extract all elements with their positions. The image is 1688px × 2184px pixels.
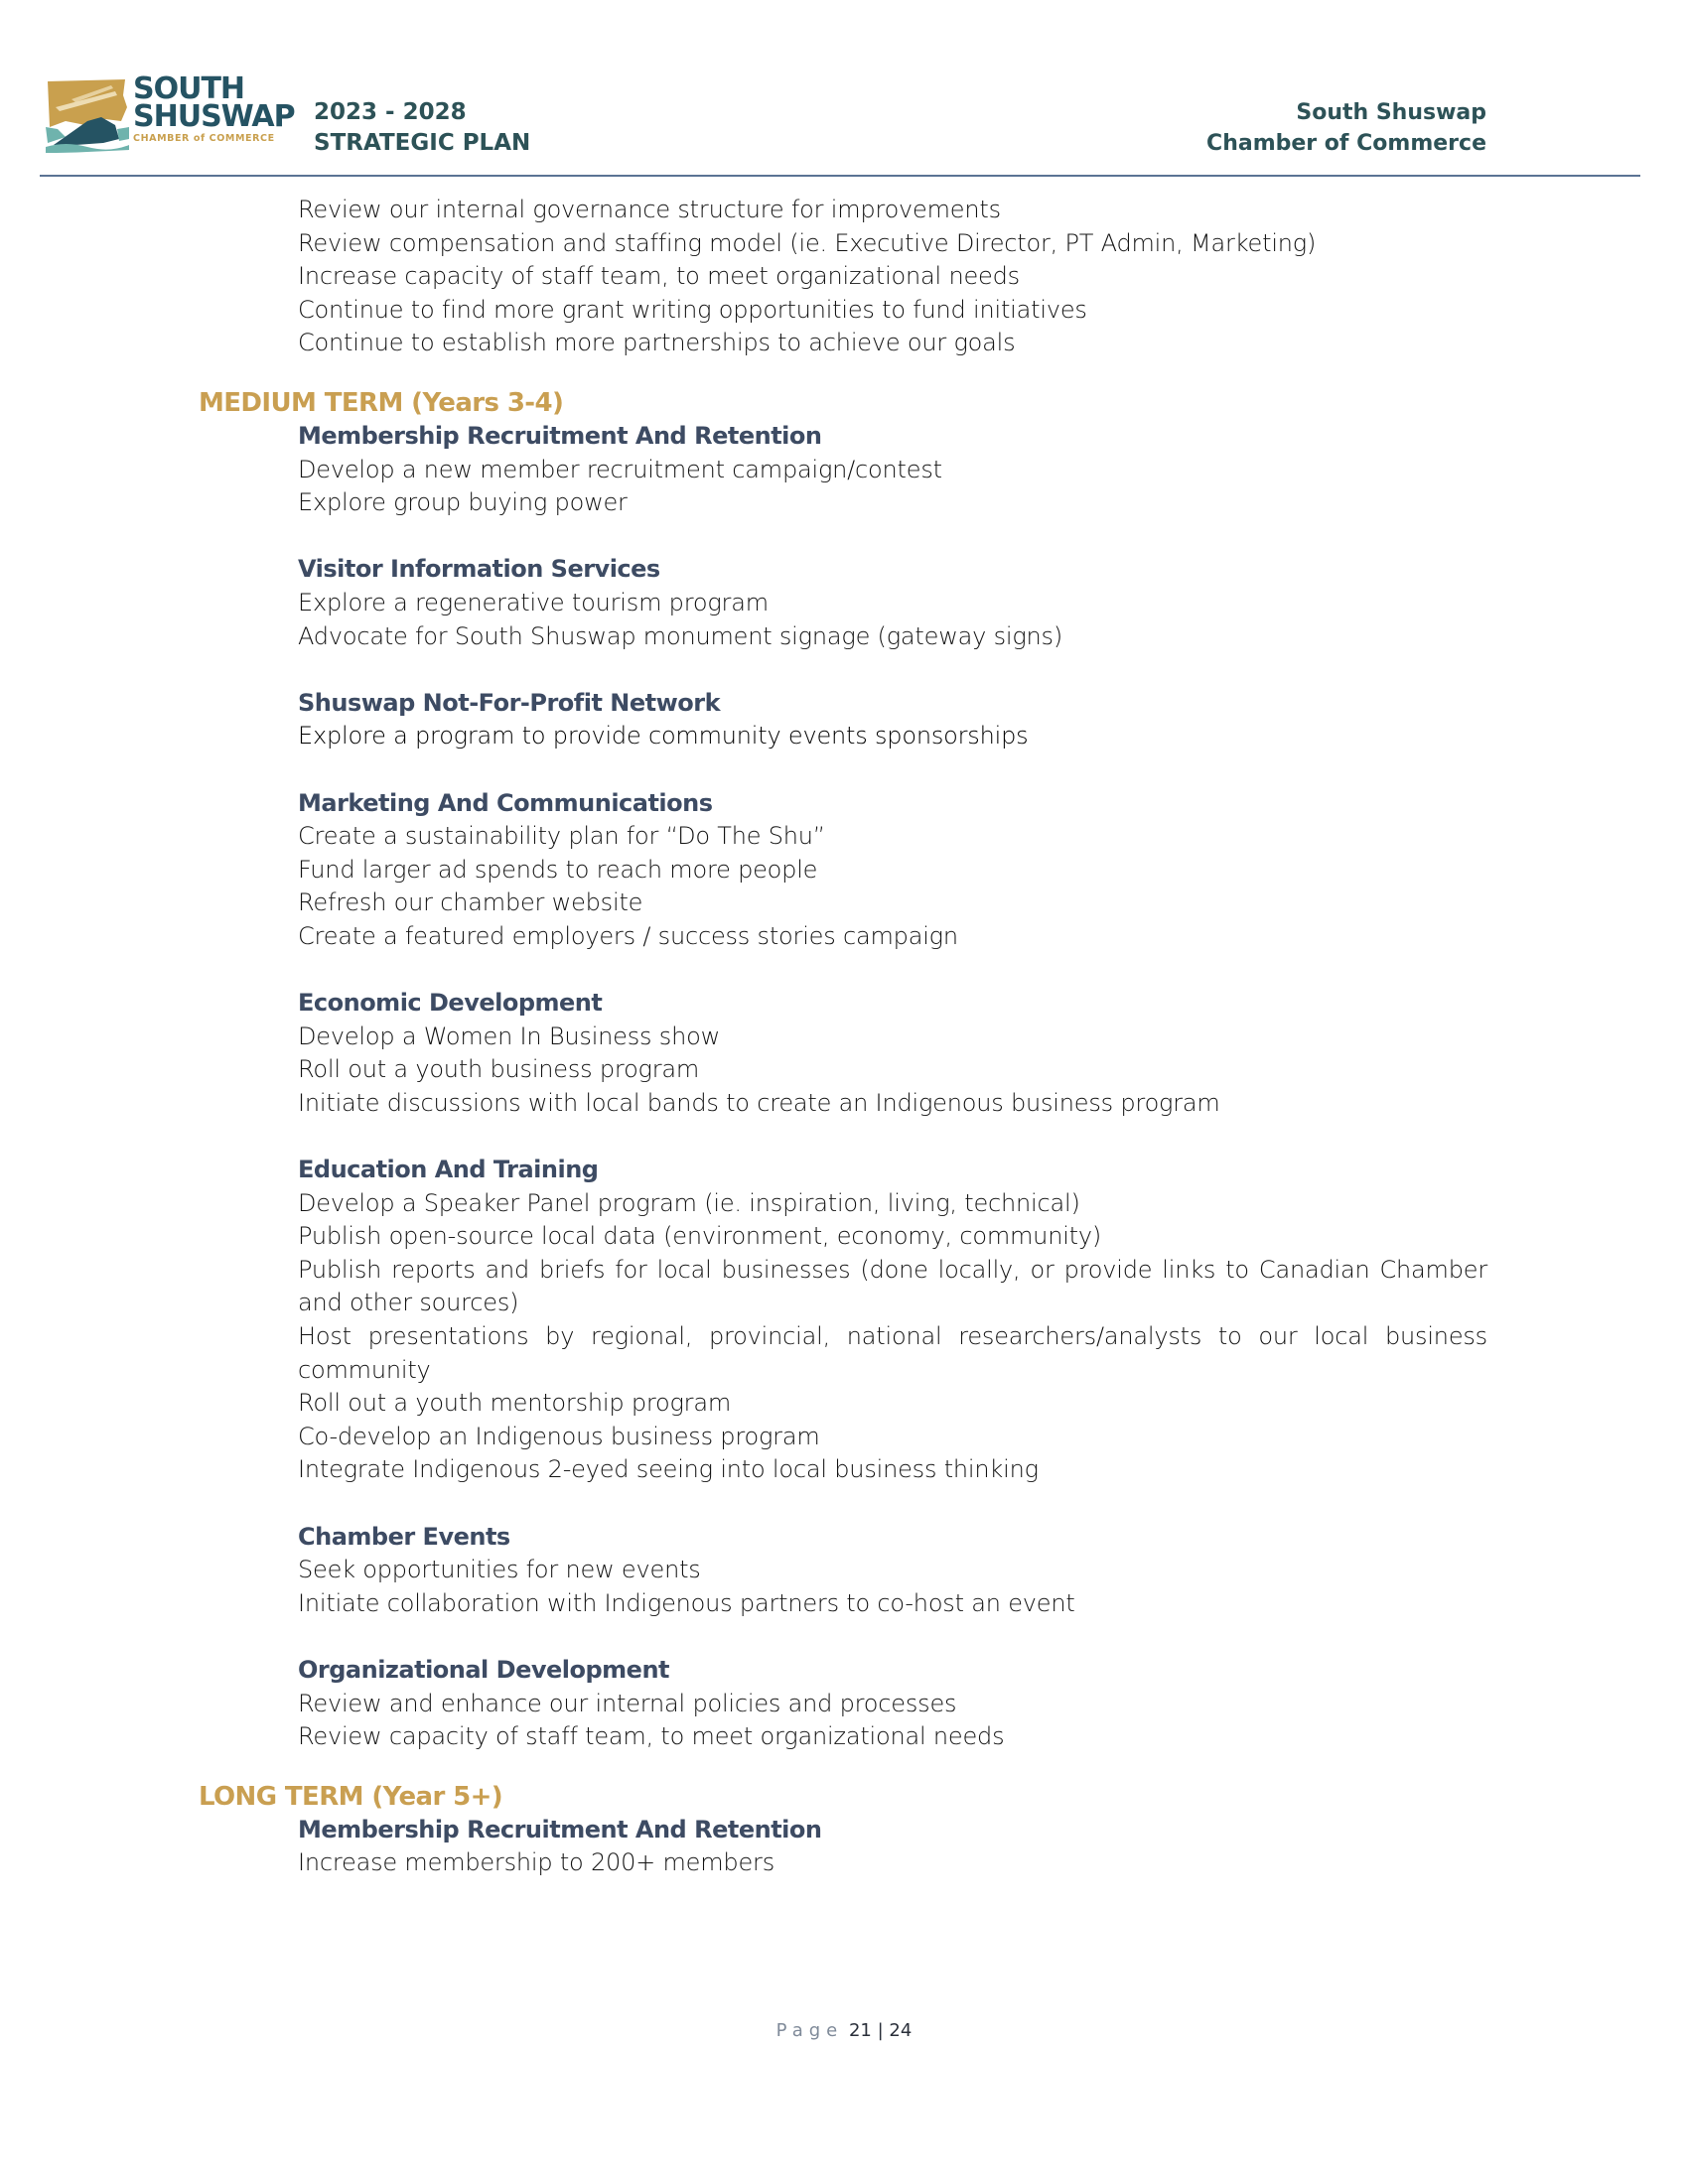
list-item: Create a featured employers / success stories campaign [298, 921, 958, 950]
page-label: Page [775, 2020, 844, 2041]
list-item: Publish reports and briefs for local businesses (done locally, or provide links to Canadian Chamber and other sources) [298, 1255, 1487, 1317]
spacer [199, 953, 1489, 987]
list-item: Create a sustainability plan for “Do The Shu” [298, 822, 826, 851]
lake-mountain-logo-icon [46, 77, 129, 157]
page-content [199, 194, 1489, 1880]
list-item: Co-develop an Indigenous business program [298, 1422, 820, 1450]
list-item: Initiate collaboration with Indigenous partners to co-host an event [298, 1588, 1075, 1617]
spacer [199, 1754, 1489, 1780]
section-subheading: Shuswap Not-For-Profit Network [298, 688, 721, 717]
list-item: Fund larger ad spends to reach more people [298, 855, 818, 884]
long-term-heading: LONG TERM (Year 5+) [199, 1781, 503, 1812]
list-item: Initiate discussions with local bands to create an Indigenous business program [298, 1088, 1220, 1117]
list-item: Continue to establish more partnerships to achieve our goals [298, 329, 1016, 357]
chamber-logo [46, 71, 295, 159]
section-subheading: Membership Recruitment And Retention [298, 421, 822, 450]
logo-text-shuswap: SHUSWAP [133, 99, 295, 134]
list-item: Refresh our chamber website [298, 888, 643, 917]
list-item: Host presentations by regional, provincial, national researchers/analysts to our local business community [298, 1322, 1487, 1384]
list-item: Review compensation and staffing model (ie. Executive Director, PT Admin, Marketing) [298, 228, 1317, 257]
list-item: Publish open-source local data (environment, economy, community) [298, 1222, 1102, 1251]
logo-text-chamber: CHAMBER of COMMERCE [133, 133, 275, 144]
list-item: Roll out a youth business program [298, 1055, 700, 1084]
section-subheading: Education And Training [298, 1156, 599, 1184]
page-footer [0, 2020, 1688, 2041]
list-item: Develop a new member recruitment campaign/contest [298, 455, 942, 483]
spacer [199, 1487, 1489, 1521]
medium-term-heading: MEDIUM TERM (Years 3-4) [199, 387, 564, 418]
list-item: Develop a Speaker Panel program (ie. inspiration, living, technical) [298, 1188, 1080, 1217]
list-item: Explore group buying power [298, 488, 628, 517]
logo-wordmark [133, 71, 295, 144]
list-item: Review capacity of staff team, to meet organizational needs [298, 1722, 1005, 1751]
list-item: Integrate Indigenous 2-eyed seeing into local business thinking [298, 1455, 1039, 1484]
section-subheading: Chamber Events [298, 1522, 510, 1551]
list-item: Explore a program to provide community events sponsorships [298, 722, 1029, 751]
spacer [199, 753, 1489, 787]
spacer [199, 1120, 1489, 1154]
list-item: Seek opportunities for new events [298, 1556, 701, 1584]
medium-term-groups [199, 420, 1489, 1754]
spacer [199, 360, 1489, 386]
page-separator: | [877, 2020, 884, 2041]
document-years: 2023 - 2028 [314, 99, 467, 125]
list-item: Develop a Women In Business show [298, 1022, 721, 1050]
intro-items [199, 194, 1489, 360]
page-current: 21 [848, 2020, 872, 2041]
header-divider [40, 175, 1640, 177]
document-title [314, 97, 530, 159]
logo-text-south: SOUTH [133, 71, 245, 106]
section-subheading: Economic Development [298, 989, 603, 1018]
list-item: Advocate for South Shuswap monument signage (gateway signs) [298, 621, 1063, 650]
organization-name [1206, 97, 1486, 159]
spacer [199, 653, 1489, 687]
section-subheading: Marketing And Communications [298, 788, 713, 817]
long-term-groups [199, 1814, 1489, 1880]
list-item: Increase capacity of staff team, to meet organizational needs [298, 262, 1020, 291]
list-item: Continue to find more grant writing opportunities to fund initiatives [298, 295, 1087, 324]
section-subheading: Organizational Development [298, 1655, 669, 1684]
list-item: Increase membership to 200+ members [298, 1848, 774, 1877]
list-item: Review our internal governance structure for improvements [298, 196, 1001, 223]
document-name: STRATEGIC PLAN [314, 130, 531, 156]
page-total: 24 [889, 2020, 913, 2041]
spacer [199, 1620, 1489, 1654]
organization-name-line2: Chamber of Commerce [1206, 131, 1486, 156]
list-item: Roll out a youth mentorship program [298, 1389, 732, 1418]
section-subheading: Visitor Information Services [298, 555, 660, 584]
page-header [0, 0, 1688, 179]
organization-name-line1: South Shuswap [1296, 100, 1486, 125]
spacer [199, 520, 1489, 554]
list-item: Explore a regenerative tourism program [298, 588, 769, 616]
list-item: Review and enhance our internal policies and processes [298, 1689, 957, 1717]
section-subheading: Membership Recruitment And Retention [298, 1815, 822, 1843]
